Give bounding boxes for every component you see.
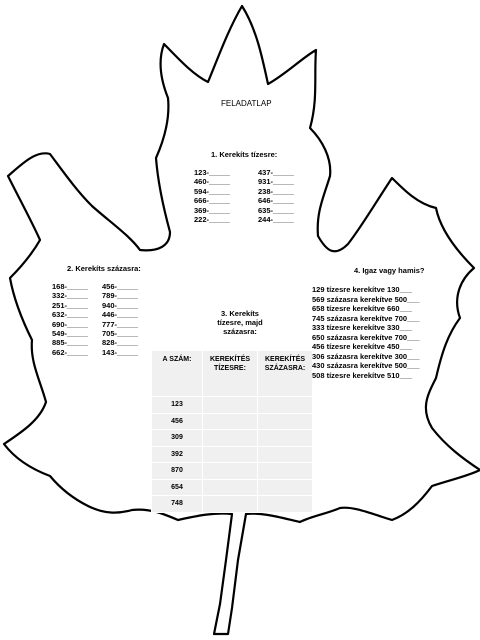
list-item[interactable]: 333 tízesre kerekítve 330___ [312, 323, 413, 332]
rounding-table [151, 350, 313, 513]
list-item[interactable]: 430 százasra kerekítve 500___ [312, 361, 420, 370]
answer-cell-hundreds[interactable] [258, 397, 313, 414]
list-item[interactable]: 940-_____ [102, 300, 138, 310]
answer-cell-hundreds[interactable] [258, 413, 313, 430]
list-item[interactable]: 690-_____ [52, 319, 88, 329]
answer-cell-hundreds[interactable] [258, 463, 313, 480]
answer-cell-hundreds[interactable] [258, 446, 313, 463]
list-item[interactable]: 666-_____ [194, 196, 230, 206]
table-row [152, 496, 313, 513]
answer-cell-tens[interactable] [203, 479, 258, 496]
list-item[interactable]: 222-_____ [194, 215, 230, 225]
section2-heading: 2. Kerekíts százasra: [67, 264, 141, 273]
list-item[interactable]: 446-_____ [102, 310, 138, 320]
worksheet-title: FELADATLAP [221, 99, 272, 108]
list-item[interactable]: 244-_____ [258, 215, 294, 225]
list-item[interactable]: 594-_____ [194, 186, 230, 196]
list-item[interactable]: 143-_____ [102, 347, 138, 357]
number-cell: 309 [152, 430, 203, 447]
section3-heading-line: tízesre, majd [217, 318, 263, 327]
number-cell: 748 [152, 496, 203, 513]
answer-cell-hundreds[interactable] [258, 479, 313, 496]
section1-right-list [258, 168, 294, 224]
list-item[interactable]: 662-_____ [52, 347, 88, 357]
list-item[interactable]: 460-_____ [194, 177, 230, 187]
list-item[interactable]: 369-_____ [194, 205, 230, 215]
list-item[interactable]: 129 tízesre kerekítve 130___ [312, 285, 413, 294]
section1-heading: 1. Kerekíts tízesre: [211, 150, 278, 159]
list-item[interactable]: 437-_____ [258, 168, 294, 177]
list-item[interactable]: 745 százasra kerekítve 700___ [312, 313, 420, 323]
list-item[interactable]: 646-_____ [258, 196, 294, 206]
list-item[interactable]: 650 százasra kerekítve 700___ [312, 332, 420, 342]
list-item[interactable]: 931-_____ [258, 177, 294, 187]
answer-cell-tens[interactable] [203, 446, 258, 463]
number-cell: 654 [152, 479, 203, 496]
number-cell: 870 [152, 463, 203, 480]
number-cell: 392 [152, 446, 203, 463]
table-row [152, 430, 313, 447]
list-item[interactable]: 306 százasra kerekítve 300___ [312, 351, 420, 361]
list-item[interactable]: 658 tízesre kerekítve 660___ [312, 304, 413, 313]
answer-cell-tens[interactable] [203, 463, 258, 480]
table-row [152, 397, 313, 414]
table-header-row [152, 351, 313, 397]
section1-left-list [194, 168, 230, 224]
list-item[interactable]: 549-_____ [52, 329, 88, 339]
section4-list [312, 285, 420, 380]
section2-left-list [52, 282, 88, 357]
table-row [152, 413, 313, 430]
answer-cell-tens[interactable] [203, 496, 258, 513]
list-item[interactable]: 251-_____ [52, 300, 88, 310]
list-item[interactable]: 456 tízesre kerekítve 450___ [312, 342, 413, 351]
answer-cell-hundreds[interactable] [258, 430, 313, 447]
section3-heading [198, 309, 282, 336]
answer-cell-hundreds[interactable] [258, 496, 313, 513]
number-cell: 456 [152, 413, 203, 430]
list-item[interactable]: 569 százasra kerekítve 500___ [312, 294, 420, 304]
list-item[interactable]: 168-_____ [52, 282, 88, 291]
section2-right-list [102, 282, 138, 357]
list-item[interactable]: 828-_____ [102, 338, 138, 348]
list-item[interactable]: 632-_____ [52, 310, 88, 320]
answer-cell-tens[interactable] [203, 430, 258, 447]
header-round-hundreds: KEREKÍTÉS SZÁZASRA: [258, 351, 313, 397]
table-row [152, 479, 313, 496]
list-item[interactable]: 332-_____ [52, 291, 88, 301]
answer-cell-tens[interactable] [203, 397, 258, 414]
list-item[interactable]: 238-_____ [258, 186, 294, 196]
header-number: A SZÁM: [152, 351, 203, 397]
header-round-tens: KEREKÍTÉS TÍZESRE: [203, 351, 258, 397]
list-item[interactable]: 123-_____ [194, 168, 230, 177]
number-cell: 123 [152, 397, 203, 414]
list-item[interactable]: 789-_____ [102, 291, 138, 301]
list-item[interactable]: 456-_____ [102, 282, 138, 291]
list-item[interactable]: 635-_____ [258, 205, 294, 215]
section3-heading-line: 3. Kerekíts [221, 309, 259, 318]
section4-heading: 4. Igaz vagy hamis? [354, 266, 425, 275]
list-item[interactable]: 508 tízesre kerekítve 510___ [312, 370, 413, 380]
table-row [152, 446, 313, 463]
section3-heading-line: százasra: [223, 327, 257, 336]
table-row [152, 463, 313, 480]
list-item[interactable]: 777-_____ [102, 319, 138, 329]
list-item[interactable]: 705-_____ [102, 329, 138, 339]
list-item[interactable]: 885-_____ [52, 338, 88, 348]
answer-cell-tens[interactable] [203, 413, 258, 430]
